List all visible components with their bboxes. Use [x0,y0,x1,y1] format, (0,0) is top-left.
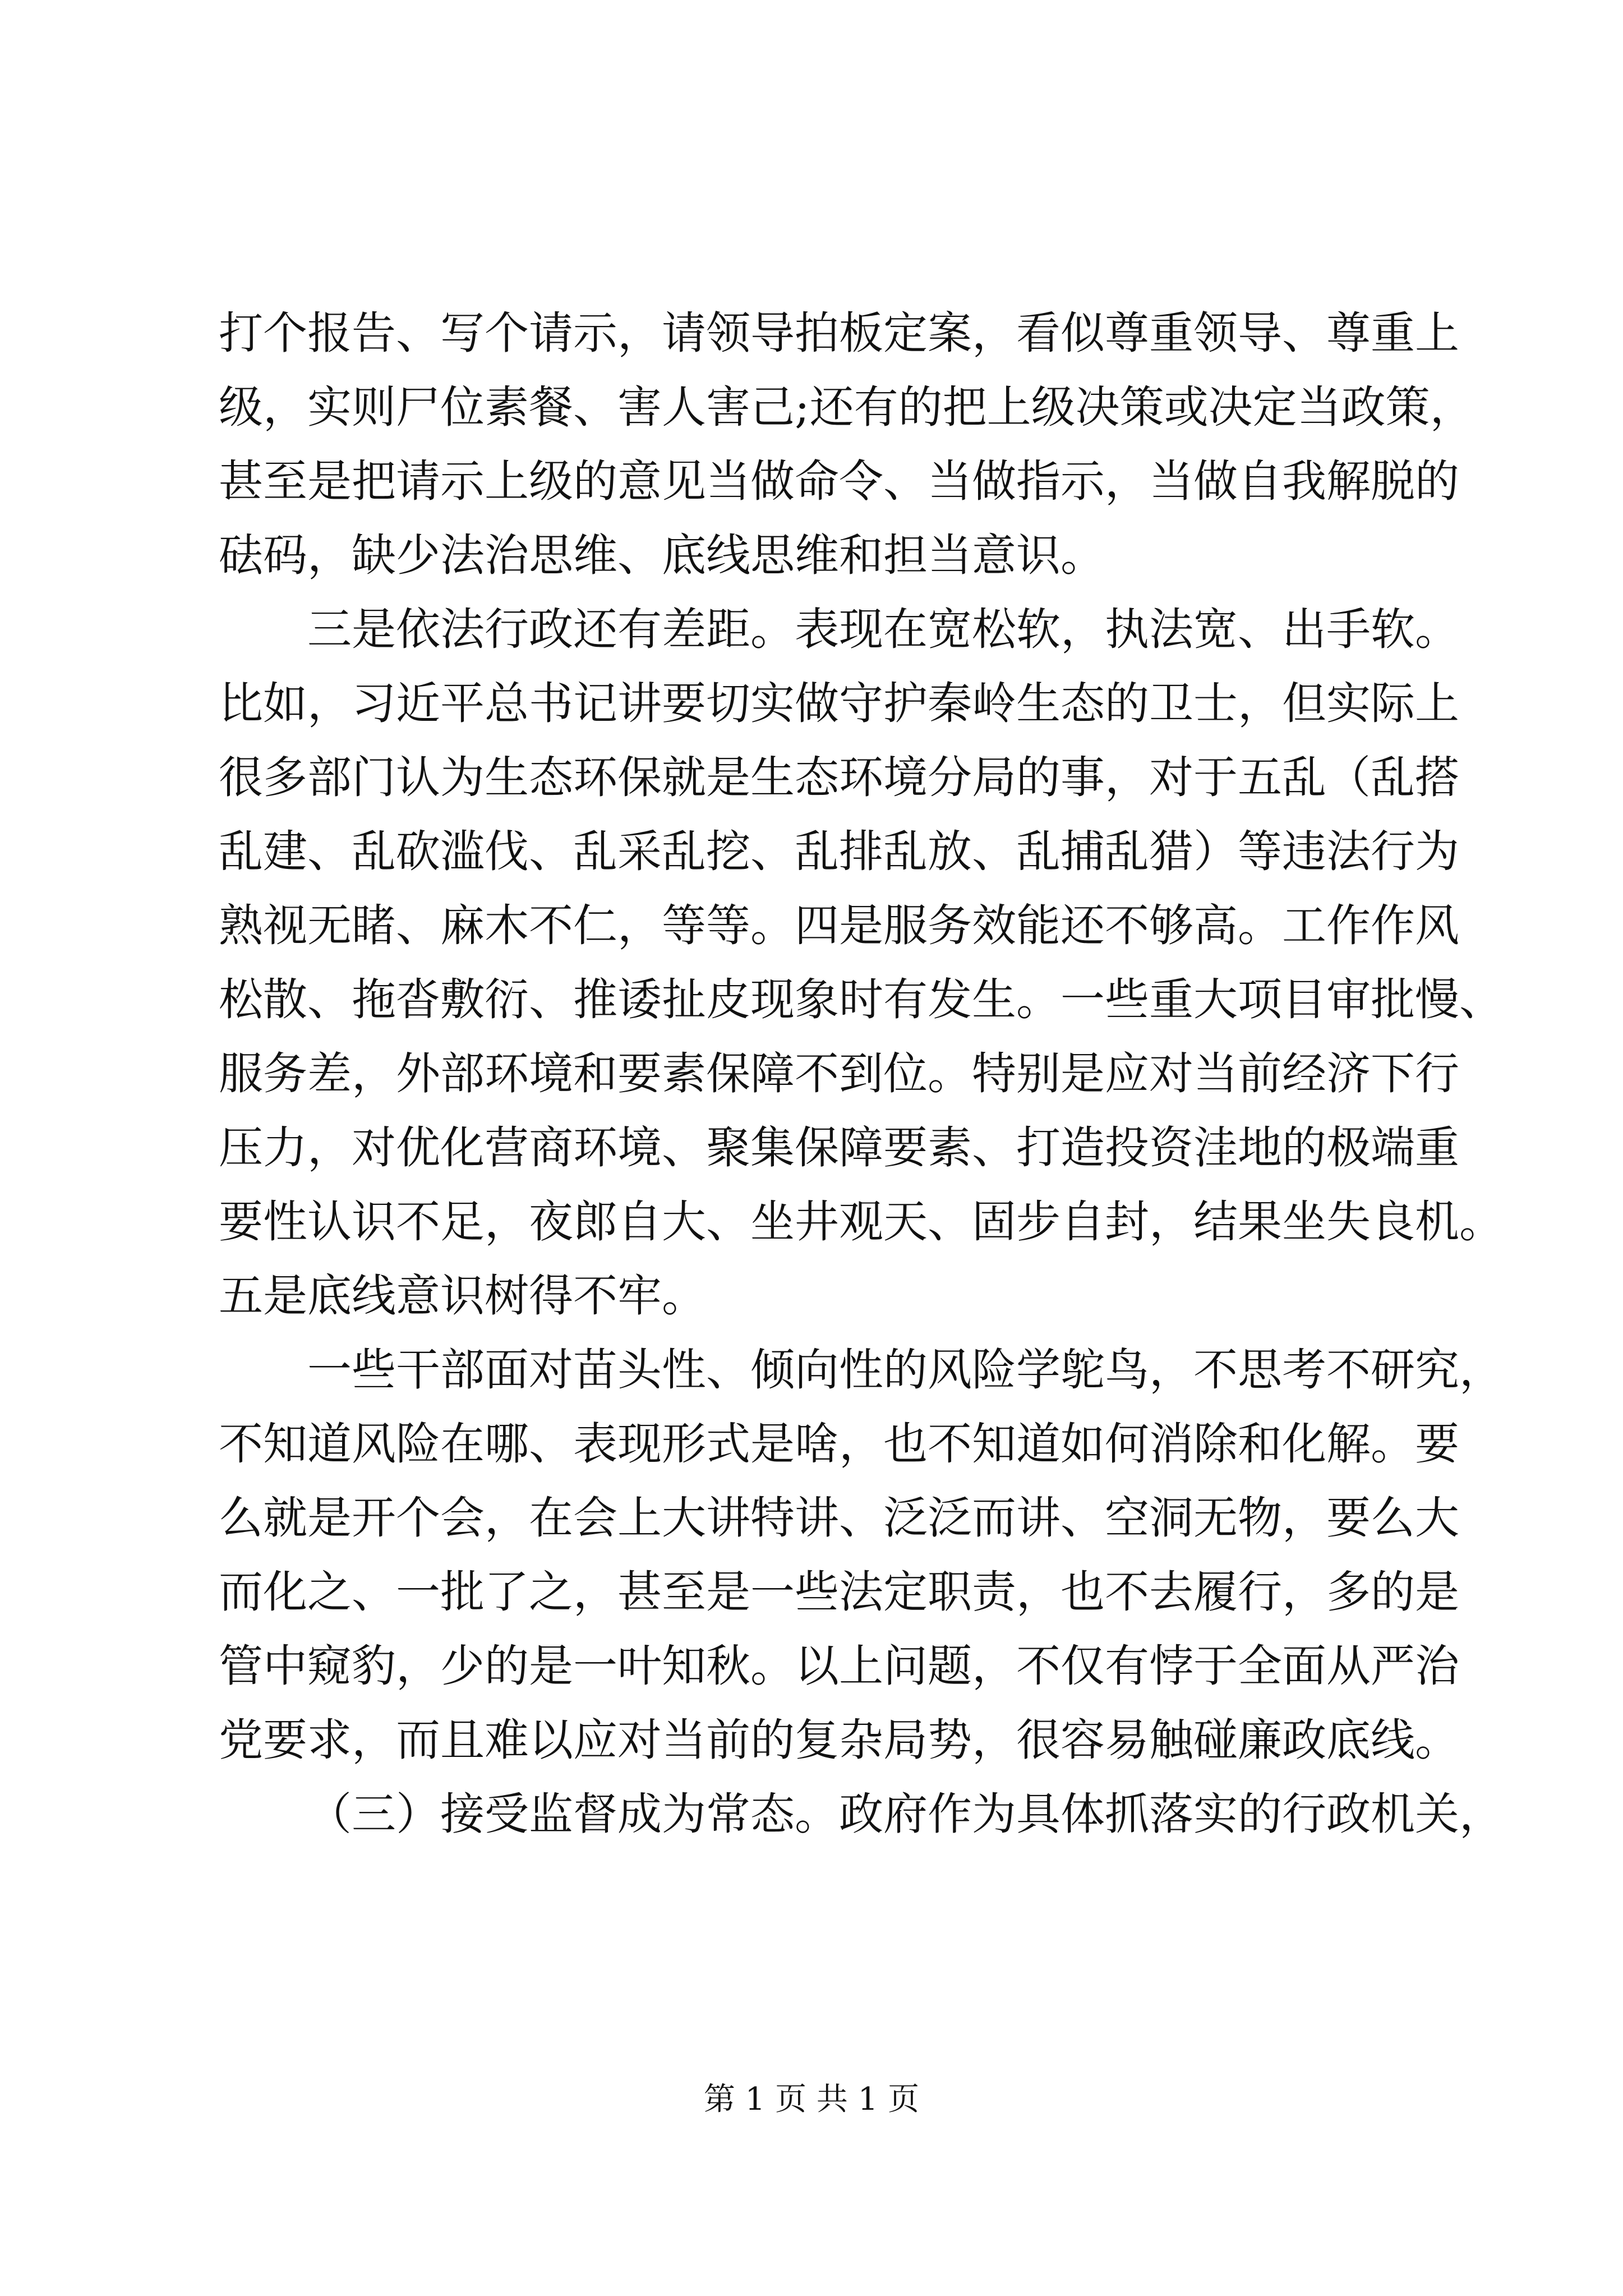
text-line: 而化之、一批了之，甚至是一些法定职责，也不去履行，多的是 [219,1566,1459,1618]
text-line: 不知道风险在哪、表现形式是啥，也不知道如何消除和化解。要 [219,1418,1459,1470]
text-line: 级，实则尸位素餐、害人害己;还有的把上级决策或决定当政策， [219,381,1474,433]
text-line: 松散、拖沓敷衍、推诿扯皮现象时有发生。一些重大项目审批慢、 [219,974,1504,1025]
document-body [219,296,1504,1851]
text-line: 熟视无睹、麻木不仁，等等。四是服务效能还不够高。工作作风 [219,900,1459,951]
text-line: 服务差，外部环境和要素保障不到位。特别是应对当前经济下行 [219,1048,1459,1099]
page-footer: 第 1 页 共 1 页 [703,2081,920,2118]
text-line: 很多部门认为生态环保就是生态环境分局的事，对于五乱（乱搭 [219,752,1459,803]
section-heading-line: （三）接受监督成为常态。政府作为具体抓落实的行政机关， [307,1788,1504,1840]
text-line: 管中窥豹，少的是一叶知秋。以上问题，不仅有悖于全面从严治 [219,1640,1459,1692]
text-line: 五是底线意识树得不牢。 [219,1270,706,1322]
text-line: 要性认识不足，夜郎自大、坐井观天、固步自封，结果坐失良机。 [219,1196,1504,1248]
text-line: 乱建、乱砍滥伐、乱采乱挖、乱排乱放、乱捕乱猎）等违法行为 [219,826,1459,877]
text-line: 党要求，而且难以应对当前的复杂局势，很容易触碰廉政底线。 [219,1714,1459,1766]
text-line: 比如，习近平总书记讲要切实做守护秦岭生态的卫士，但实际上 [219,678,1459,729]
text-line: 么就是开个会，在会上大讲特讲、泛泛而讲、空洞无物，要么大 [219,1492,1459,1544]
text-line: 压力，对优化营商环境、聚集保障要素、打造投资洼地的极端重 [219,1122,1459,1174]
text-line: 打个报告、写个请示，请领导拍板定案，看似尊重领导、尊重上 [219,307,1459,359]
text-line: 砝码，缺少法治思维、底线思维和担当意识。 [219,530,1105,581]
text-line: 甚至是把请示上级的意见当做命令、当做指示，当做自我解脱的 [219,455,1459,507]
paragraph-start-line: 一些干部面对苗头性、倾向性的风险学鸵鸟，不思考不研究， [307,1344,1504,1396]
paragraph-start-line: 三是依法行政还有差距。表现在宽松软，执法宽、出手软。 [307,604,1459,655]
